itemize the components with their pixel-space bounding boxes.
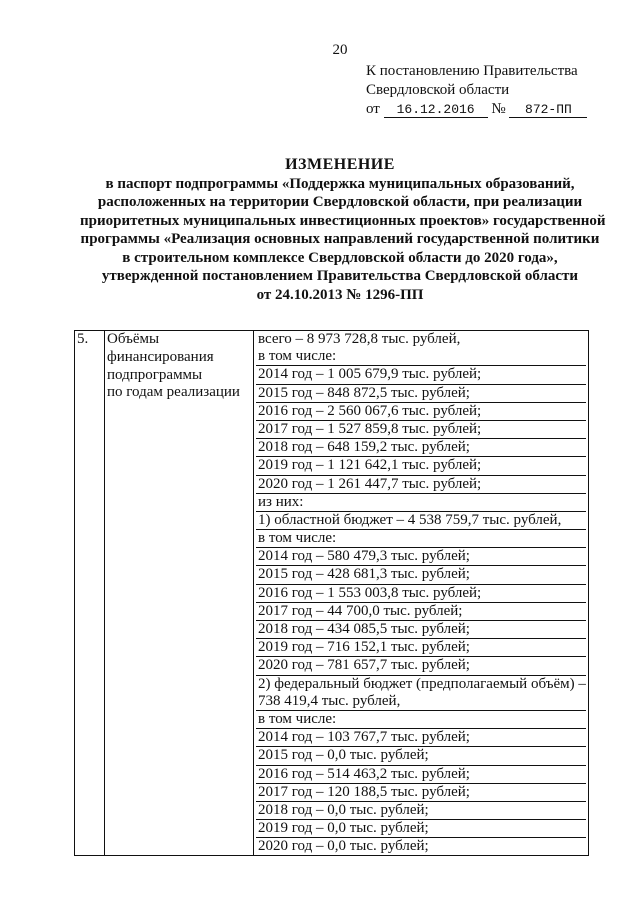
value-line: 2016 год – 1 553 003,8 тыс. рублей; [256, 585, 586, 603]
value-line: в том числе: [256, 711, 586, 729]
value-line: 2018 год – 648 159,2 тыс. рублей; [256, 439, 586, 457]
number-prefix: № [491, 101, 506, 117]
value-line: 1) областной бюджет – 4 538 759,7 тыс. рублей, [256, 512, 586, 530]
value-line: 2019 год – 716 152,1 тыс. рублей; [256, 639, 586, 657]
value-line: 2014 год – 103 767,7 тыс. рублей; [256, 729, 586, 747]
page-number: 20 [332, 42, 348, 58]
value-line: 2014 год – 1 005 679,9 тыс. рублей; [256, 366, 586, 384]
value-line: 2015 год – 428 681,3 тыс. рублей; [256, 566, 586, 584]
value-line: 2020 год – 1 261 447,7 тыс. рублей; [256, 476, 586, 494]
reference-line-2: Свердловской области [366, 82, 510, 98]
value-line: из них: [256, 494, 586, 512]
row-number: 5. [75, 331, 105, 856]
value-line: 2017 год – 1 527 859,8 тыс. рублей; [256, 421, 586, 439]
row-name-line: по годам реализации [107, 384, 240, 401]
value-line: 2018 год – 434 085,5 тыс. рублей; [256, 621, 586, 639]
value-line: 2020 год – 0,0 тыс. рублей; [258, 838, 429, 855]
title-heading: ИЗМЕНЕНИЕ [285, 156, 395, 173]
table-row [75, 331, 589, 856]
value-line: в том числе: [256, 348, 586, 366]
title-line: в паспорт подпрограммы «Поддержка муниципальных образований, [105, 175, 575, 192]
reference-date-number [366, 100, 587, 119]
value-line: 2018 год – 0,0 тыс. рублей; [256, 802, 586, 820]
value-line: 2017 год – 120 188,5 тыс. рублей; [256, 784, 586, 802]
value-line: 2020 год – 781 657,7 тыс. рублей; [256, 657, 586, 675]
row-name [105, 331, 254, 856]
value-line: всего – 8 973 728,8 тыс. рублей, [258, 331, 461, 347]
value-line: 2016 год – 514 463,2 тыс. рублей; [256, 766, 586, 784]
value-line: 2015 год – 848 872,5 тыс. рублей; [256, 385, 586, 403]
document-title [80, 156, 606, 304]
date-prefix: от [366, 101, 380, 117]
value-line: 2014 год – 580 479,3 тыс. рублей; [256, 548, 586, 566]
row-values [254, 331, 589, 856]
title-line: от 24.10.2013 № 1296-ПП [256, 286, 424, 303]
reference-line-1: К постановлению Правительства [366, 63, 578, 79]
row-name-line: подпрограммы [107, 366, 203, 383]
title-line: расположенных на территории Свердловской области, при реализации [97, 194, 583, 210]
resolution-reference [366, 62, 587, 119]
value-line: 2019 год – 1 121 642,1 тыс. рублей; [256, 457, 586, 475]
row-name-line: финансирования [107, 348, 214, 365]
resolution-date: 16.12.2016 [384, 102, 488, 118]
row-name-line: Объёмы [107, 331, 160, 347]
value-line: 2) федеральный бюджет (предполагаемый объём) – [258, 675, 586, 692]
passport-table [74, 330, 589, 856]
resolution-number: 872-ПП [509, 102, 587, 118]
value-line: 2016 год – 2 560 067,6 тыс. рублей; [256, 403, 586, 421]
title-line: программы «Реализация основных направлений государственной политики [80, 231, 600, 247]
title-line: в строительном комплексе Свердловской области до 2020 года», [122, 249, 558, 266]
value-line: 2015 год – 0,0 тыс. рублей; [256, 747, 586, 765]
title-line: утвержденной постановлением Правительства Свердловской области [101, 268, 579, 284]
value-line: 2017 год – 44 700,0 тыс. рублей; [256, 603, 586, 621]
value-line: 738 419,4 тыс. рублей, [256, 693, 586, 711]
value-line: в том числе: [256, 530, 586, 548]
title-line: приоритетных муниципальных инвестиционных проектов» государственной [80, 212, 606, 229]
value-line: 2019 год – 0,0 тыс. рублей; [256, 820, 586, 838]
